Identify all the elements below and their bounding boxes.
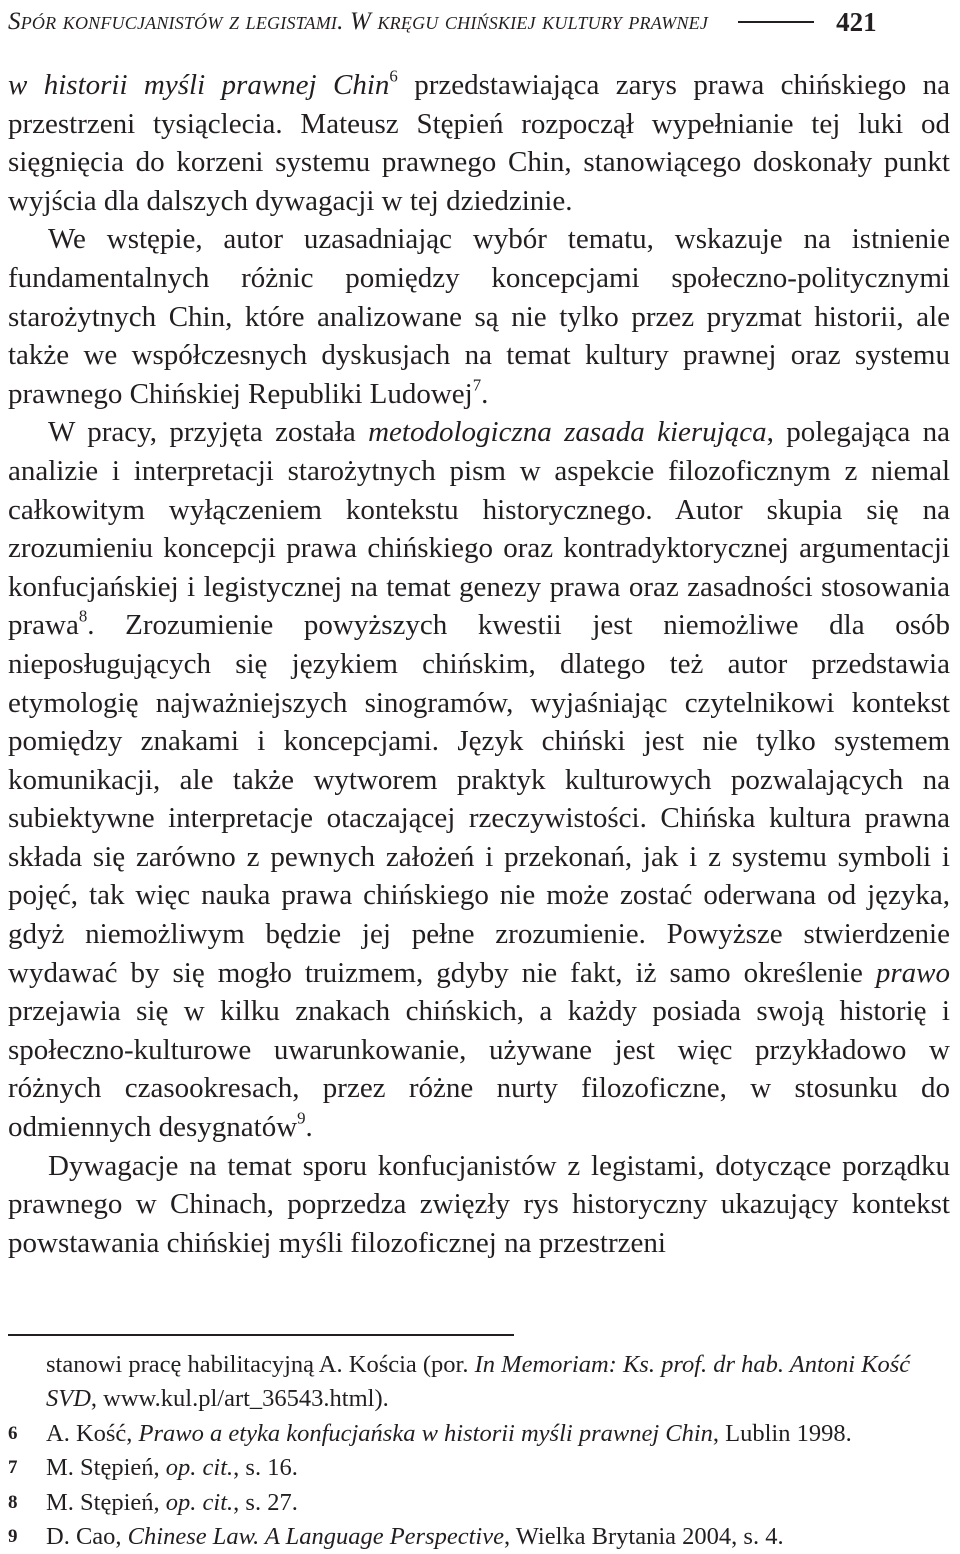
text-fragment: .	[305, 1111, 313, 1144]
footnote-ref-6: 6	[389, 66, 398, 86]
text-fragment: , www.kul.pl/art_36543.html).	[90, 1385, 389, 1413]
italic-fragment: In Memoriam: Ks. prof. dr hab. Antoni Kość SVD	[46, 1351, 911, 1413]
text-fragment: , Lublin 1998.	[712, 1419, 852, 1447]
footnote-text	[46, 1451, 946, 1485]
footnote-number: 7	[8, 1457, 18, 1479]
page-number: 421	[836, 6, 877, 37]
footnote-9	[8, 1520, 946, 1554]
text-fragment: przedstawiająca zarys prawa chińskiego na przestrzeni tysiąclecia. Mateusz Stępień rozpoczął wypełnianie tej luki od sięgnięcia do korzeni systemu prawnego Chin, stanowiącego doskonały punkt wyjścia dla dalszych dywagacji w tej dziedzinie.	[8, 69, 950, 217]
footnote-text	[46, 1520, 946, 1554]
text-fragment: A. Kość,	[46, 1419, 139, 1447]
footnote-number: 8	[8, 1491, 18, 1513]
italic-fragment: metodologiczna zasada kierująca	[368, 416, 767, 449]
text-fragment: .	[481, 377, 489, 410]
italic-fragment: op. cit.	[165, 1488, 234, 1516]
header-rule	[738, 21, 814, 23]
running-header	[8, 2, 952, 42]
paragraph-4	[8, 1147, 950, 1263]
footnotes	[8, 1348, 946, 1554]
footnote-text	[46, 1417, 946, 1451]
text-fragment: Dywagacje na temat sporu konfucjanistów z legistami, dotyczące porządku prawnego w Chinach, poprzedza zwięzły rys historyczny ukazujący kontekst powstawania chińskiej myśli filozoficznej na przestrzeni	[8, 1149, 950, 1259]
text-fragment: M. Stępień,	[46, 1488, 166, 1516]
text-fragment: stanowi pracę habilitacyjną A. Kościa (por.	[46, 1351, 475, 1378]
footnote-6	[8, 1417, 946, 1451]
footnote-7	[8, 1451, 946, 1485]
main-text	[8, 66, 950, 1262]
text-fragment: W pracy, przyjęta została	[48, 416, 369, 449]
paragraph-1	[8, 66, 950, 220]
text-fragment: D. Cao,	[46, 1523, 128, 1551]
italic-fragment: w historii myśli prawnej Chin	[8, 69, 390, 101]
footnote-continuation	[8, 1348, 946, 1417]
text-fragment: , Wielka Brytania 2004, s. 4.	[503, 1523, 784, 1551]
footnote-number: 6	[8, 1422, 18, 1444]
text-fragment: , polegająca na analizie i interpretacji starożytnych pism w aspekcie filozoficznym z niemal całkowitym wyłączeniem kontekstu historycznego. Autor skupia się na zrozumieniu koncepcji prawa chińskiego oraz kontradyktorycznej argumentacji konfucjańskiej i legistycznej na temat genezy prawa oraz zasadności stosowania prawa	[8, 416, 951, 642]
footnote-text	[46, 1486, 946, 1520]
running-header-title: Spór konfucjanistów z legistami. W kręgu chińskiej kultury prawnej	[8, 8, 709, 35]
footnote-ref-8: 8	[78, 606, 88, 626]
text-fragment: M. Stępień,	[46, 1454, 166, 1482]
text-fragment: , s. 16.	[233, 1454, 298, 1482]
text-fragment: . Zrozumienie powyższych kwestii jest niemożliwe dla osób nieposługujących się językiem chińskim, dlatego też autor przedstawia etymologię najważniejszych sinogramów, wyjaśniając czytelnikowi kontekst pomiędzy znakami i koncepcjami. Język chiński jest nie tylko systemem komunikacji, ale także wytworem praktyk kulturowych pozwalających na subiektywne interpretacje otaczającej rzeczywistości. Chińska kultura prawna składa się zarówno z pewnych założeń i przekonań, jak i z systemu symboli i pojęć, tak więc nauka prawa chińskiego nie może zostać oderwana od języka, gdyż niemożliwym będzie jej pełne zrozumienie. Powyższe stwierdzenie wydawać by się mogło truizmem, gdyby nie fakt, iż samo określenie	[8, 609, 950, 989]
italic-fragment: Prawo a etyka konfucjańska w historii myśli prawnej Chin	[138, 1419, 713, 1447]
footnote-separator	[8, 1334, 514, 1336]
footnote-ref-7: 7	[472, 375, 482, 395]
text-fragment: We wstępie, autor uzasadniając wybór tematu, wskazuje na istnienie fundamentalnych różnic pomiędzy koncepcjami społeczno-politycznymi starożytnych Chin, które analizowane są nie tylko przez pryzmat historii, ale także we współczesnych dyskusjach na temat kultury prawnej oraz systemu prawnego Chińskiej Republiki Ludowej	[8, 223, 950, 410]
text-fragment: , s. 27.	[233, 1488, 298, 1516]
paragraph-3	[8, 413, 950, 1146]
text-fragment: przejawia się w kilku znakach chińskich, a każdy posiada swoją historię i społeczno-kulturowe uwarunkowanie, używane jest więc przykładowo w różnych czasookresach, przez różne nurty filozoficzne, w stosunku do odmiennych desygnatów	[8, 995, 950, 1144]
italic-fragment: prawo	[875, 956, 950, 989]
footnote-8	[8, 1486, 946, 1520]
paragraph-2	[8, 220, 950, 413]
italic-fragment: op. cit.	[165, 1454, 234, 1482]
footnote-ref-9: 9	[297, 1108, 306, 1128]
footnote-number: 9	[8, 1526, 18, 1548]
italic-fragment: Chinese Law. A Language Perspective	[127, 1523, 504, 1551]
